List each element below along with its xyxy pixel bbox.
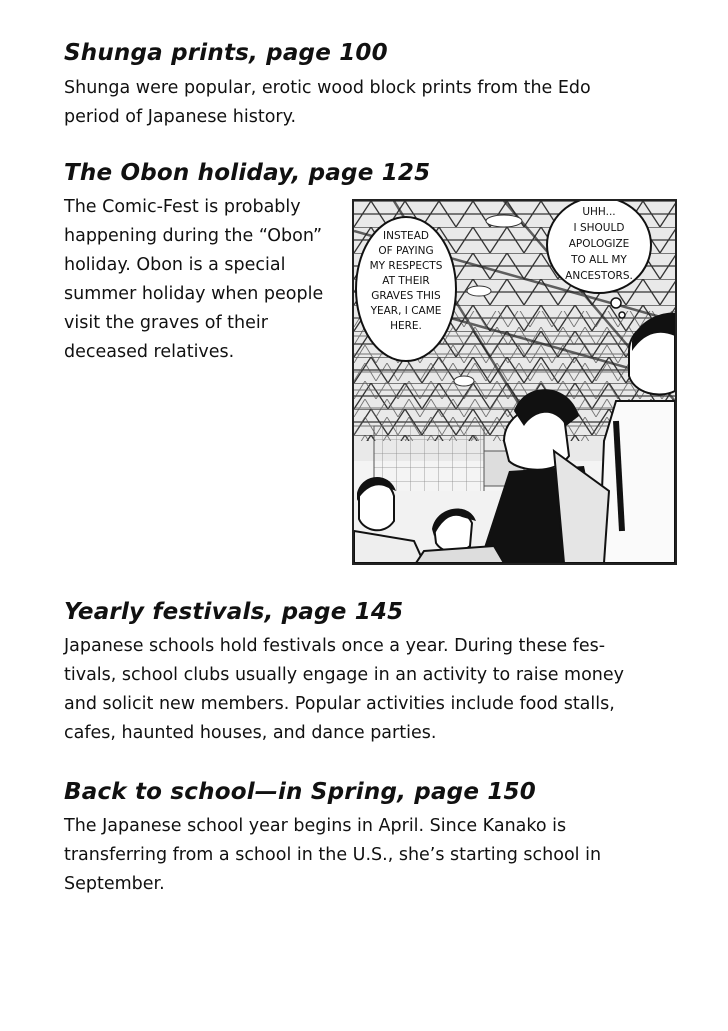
- section-heading-back-to-school: Back to school—in Spring, page 150: [64, 779, 536, 805]
- body-line: deceased relatives.: [64, 342, 235, 362]
- section-body-back-to-school: [64, 812, 601, 899]
- bubble-left-line: MY RESPECTS: [369, 260, 443, 272]
- bubble-right-line: TO ALL MY: [571, 254, 627, 266]
- bubble-left-line: OF PAYING: [378, 245, 434, 257]
- comic-panel: [352, 199, 677, 565]
- body-line: tivals, school clubs usually engage in an activity to raise money: [64, 665, 625, 685]
- bubble-left-line: YEAR, I CAME: [370, 305, 442, 317]
- bubble-left-line: INSTEAD: [383, 230, 429, 242]
- comic-illustration: [354, 201, 675, 563]
- section-body-obon: [64, 193, 323, 367]
- section-body-shunga: [64, 74, 591, 132]
- body-line: period of Japanese history.: [64, 107, 297, 127]
- body-line: September.: [64, 874, 165, 894]
- section-body-festivals: [64, 632, 624, 748]
- body-line: visit the graves of their: [64, 313, 268, 333]
- bubble-left-line: HERE.: [390, 320, 422, 332]
- bubble-right-line: APOLOGIZE: [568, 238, 630, 250]
- body-line: and solicit new members. Popular activities include food stalls,: [64, 694, 615, 714]
- bubble-right-line: ANCESTORS.: [565, 270, 633, 282]
- bubble-left-line: AT THEIR: [382, 275, 430, 287]
- section-heading-obon: The Obon holiday, page 125: [64, 160, 431, 186]
- body-line: The Japanese school year begins in April. Since Kanako is: [64, 816, 567, 836]
- body-line: summer holiday when people: [64, 284, 324, 304]
- body-line: Shunga were popular, erotic wood block prints from the Edo: [64, 78, 591, 98]
- body-line: transferring from a school in the U.S., she’s starting school in: [64, 845, 602, 865]
- bubble-right-line: UHH...: [582, 206, 616, 218]
- body-line: The Comic-Fest is probably: [64, 197, 301, 217]
- section-heading-shunga: Shunga prints, page 100: [64, 40, 388, 66]
- body-line: holiday. Obon is a special: [64, 255, 286, 275]
- bubble-right-line: I SHOULD: [573, 222, 625, 234]
- bubble-left-line: GRAVES THIS: [371, 290, 441, 302]
- section-heading-festivals: Yearly festivals, page 145: [64, 599, 404, 625]
- body-line: Japanese schools hold festivals once a year. During these fes-: [64, 636, 606, 656]
- body-line: happening during the “Obon”: [64, 226, 323, 246]
- body-line: cafes, haunted houses, and dance parties.: [64, 723, 437, 743]
